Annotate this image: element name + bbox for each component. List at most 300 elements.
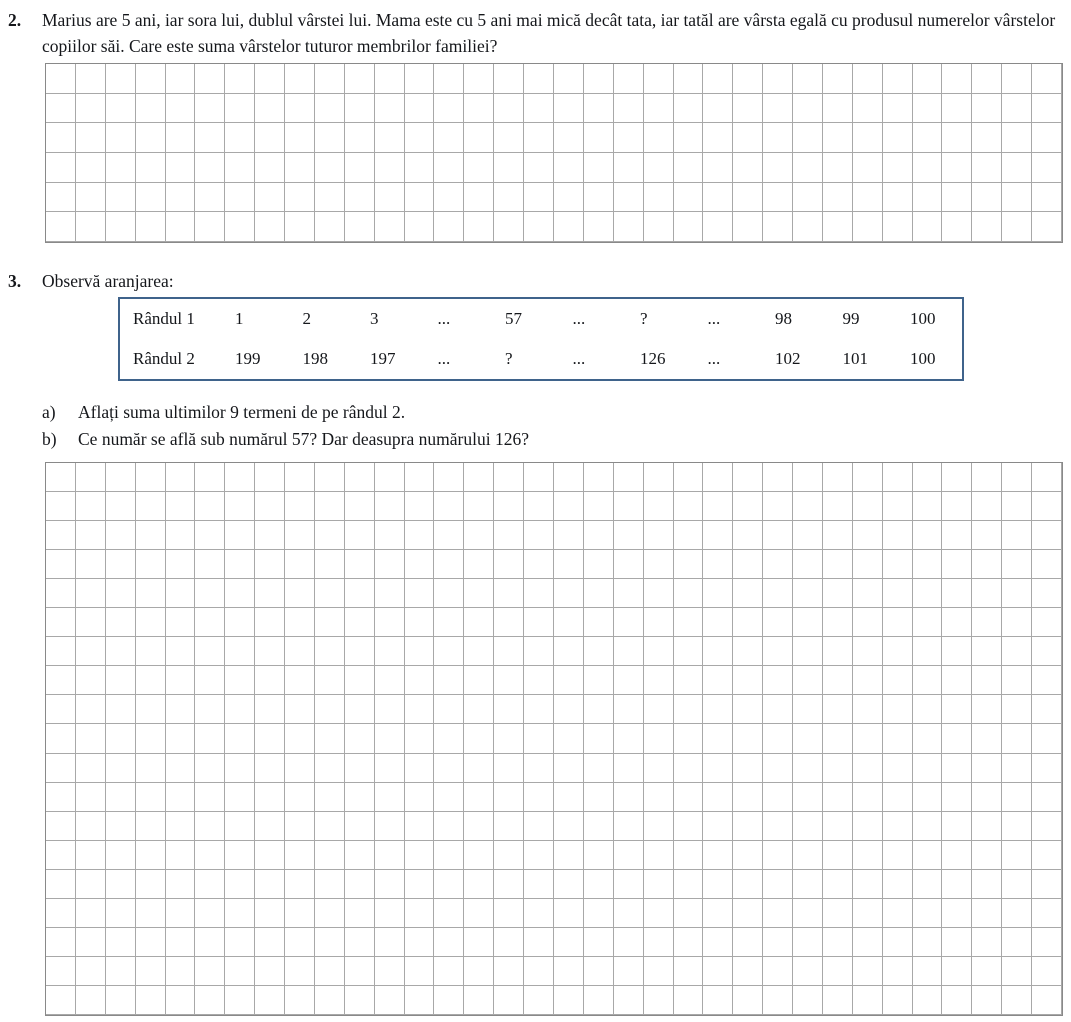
grid-cell <box>942 783 972 812</box>
sequence-value: 126 <box>640 349 666 368</box>
grid-cell <box>434 841 464 870</box>
grid-cell <box>195 754 225 783</box>
grid-cell <box>942 695 972 724</box>
grid-cell <box>375 579 405 608</box>
grid-cell <box>674 957 704 986</box>
grid-cell <box>494 986 524 1015</box>
grid-cell <box>1002 928 1032 957</box>
grid-cell <box>733 724 763 753</box>
grid-cell <box>823 986 853 1015</box>
grid-cell <box>644 94 674 124</box>
grid-cell <box>225 899 255 928</box>
grid-cell <box>644 870 674 899</box>
grid-cell <box>405 521 435 550</box>
grid-cell <box>76 637 106 666</box>
grid-cell <box>106 94 136 124</box>
grid-cell <box>494 812 524 841</box>
grid-cell <box>76 841 106 870</box>
grid-cell <box>255 492 285 521</box>
grid-cell <box>345 841 375 870</box>
grid-cell <box>405 899 435 928</box>
grid-cell <box>46 492 76 521</box>
grid-cell <box>584 695 614 724</box>
grid-cell <box>46 550 76 579</box>
grid-cell <box>733 986 763 1015</box>
grid-cell <box>703 724 733 753</box>
grid-cell <box>255 812 285 841</box>
grid-cell <box>674 812 704 841</box>
grid-cell <box>46 183 76 213</box>
grid-cell <box>1002 521 1032 550</box>
grid-cell <box>942 812 972 841</box>
grid-cell <box>853 666 883 695</box>
grid-cell <box>255 695 285 724</box>
grid-cell <box>703 957 733 986</box>
grid-cell <box>823 183 853 213</box>
grid-cell <box>644 812 674 841</box>
grid-cell <box>494 94 524 124</box>
grid-cell <box>285 754 315 783</box>
grid-cell <box>136 64 166 94</box>
grid-cell <box>674 695 704 724</box>
grid-cell <box>913 123 943 153</box>
grid-cell <box>763 754 793 783</box>
grid-cell <box>345 212 375 242</box>
grid-cell <box>763 463 793 492</box>
grid-cell <box>584 986 614 1015</box>
grid-cell <box>315 608 345 637</box>
grid-cell <box>494 899 524 928</box>
grid-cell <box>793 64 823 94</box>
grid-cell <box>793 899 823 928</box>
grid-cell <box>733 550 763 579</box>
grid-cell <box>345 783 375 812</box>
grid-cell <box>255 754 285 783</box>
grid-cell <box>584 64 614 94</box>
grid-cell <box>166 579 196 608</box>
grid-cell <box>76 695 106 724</box>
grid-cell <box>106 64 136 94</box>
grid-cell <box>972 608 1002 637</box>
grid-cell <box>1032 957 1062 986</box>
grid-cell <box>942 550 972 579</box>
grid-cell <box>584 608 614 637</box>
grid-cell <box>136 928 166 957</box>
grid-cell <box>494 64 524 94</box>
grid-cell <box>136 783 166 812</box>
grid-cell <box>972 754 1002 783</box>
grid-cell <box>375 64 405 94</box>
subitem-a <box>42 399 405 425</box>
grid-cell <box>584 957 614 986</box>
grid-cell <box>1002 183 1032 213</box>
grid-cell <box>972 521 1002 550</box>
grid-cell <box>942 463 972 492</box>
grid-cell <box>136 724 166 753</box>
grid-cell <box>883 841 913 870</box>
grid-cell <box>76 870 106 899</box>
grid-cell <box>375 724 405 753</box>
grid-cell <box>1032 870 1062 899</box>
grid-cell <box>942 637 972 666</box>
grid-cell <box>554 123 584 153</box>
grid-cell <box>733 870 763 899</box>
grid-cell <box>584 550 614 579</box>
grid-cell <box>972 986 1002 1015</box>
grid-cell <box>315 841 345 870</box>
grid-cell <box>763 492 793 521</box>
grid-cell <box>405 870 435 899</box>
grid-cell <box>405 812 435 841</box>
grid-cell <box>255 64 285 94</box>
grid-cell <box>524 153 554 183</box>
grid-cell <box>733 957 763 986</box>
grid-cell <box>464 899 494 928</box>
grid-cell <box>972 666 1002 695</box>
grid-cell <box>494 870 524 899</box>
grid-cell <box>255 608 285 637</box>
grid-cell <box>883 608 913 637</box>
grid-cell <box>703 841 733 870</box>
grid-cell <box>285 986 315 1015</box>
grid-cell <box>913 724 943 753</box>
grid-cell <box>106 492 136 521</box>
grid-cell <box>255 637 285 666</box>
grid-cell <box>405 608 435 637</box>
grid-cell <box>853 212 883 242</box>
grid-cell <box>464 153 494 183</box>
grid-cell <box>584 637 614 666</box>
grid-cell <box>136 899 166 928</box>
grid-cell <box>46 870 76 899</box>
grid-cell <box>494 153 524 183</box>
grid-cell <box>106 724 136 753</box>
grid-cell <box>195 463 225 492</box>
grid-cell <box>524 183 554 213</box>
grid-cell <box>494 521 524 550</box>
grid-cell <box>644 986 674 1015</box>
grid-cell <box>255 724 285 753</box>
grid-cell <box>464 986 494 1015</box>
grid-cell <box>733 212 763 242</box>
grid-cell <box>76 724 106 753</box>
grid-cell <box>913 212 943 242</box>
grid-cell <box>883 521 913 550</box>
grid-cell <box>733 94 763 124</box>
grid-cell <box>106 637 136 666</box>
sequence-value: ... <box>572 309 586 328</box>
grid-cell <box>1002 123 1032 153</box>
grid-cell <box>106 666 136 695</box>
grid-cell <box>823 841 853 870</box>
grid-cell <box>285 64 315 94</box>
grid-cell <box>584 928 614 957</box>
grid-cell <box>434 695 464 724</box>
grid-cell <box>913 783 943 812</box>
grid-cell <box>106 123 136 153</box>
grid-cell <box>913 899 943 928</box>
grid-cell <box>793 550 823 579</box>
grid-cell <box>823 666 853 695</box>
grid-cell <box>942 64 972 94</box>
grid-cell <box>763 870 793 899</box>
grid-cell <box>46 783 76 812</box>
grid-cell <box>614 812 644 841</box>
grid-cell <box>345 928 375 957</box>
grid-cell <box>793 870 823 899</box>
grid-cell <box>913 957 943 986</box>
grid-cell <box>106 579 136 608</box>
grid-cell <box>763 666 793 695</box>
grid-cell <box>913 812 943 841</box>
grid-cell <box>972 153 1002 183</box>
grid-cell <box>315 695 345 724</box>
grid-cell <box>853 550 883 579</box>
grid-cell <box>883 812 913 841</box>
subitem-b-marker: b) <box>42 429 57 449</box>
grid-cell <box>106 783 136 812</box>
grid-cell <box>136 579 166 608</box>
grid-cell <box>703 754 733 783</box>
grid-cell <box>554 94 584 124</box>
grid-cell <box>1002 899 1032 928</box>
grid-cell <box>1032 608 1062 637</box>
grid-cell <box>554 608 584 637</box>
grid-cell <box>913 521 943 550</box>
grid-cell <box>972 94 1002 124</box>
grid-cell <box>793 957 823 986</box>
grid-cell <box>375 986 405 1015</box>
grid-cell <box>524 783 554 812</box>
grid-cell <box>644 928 674 957</box>
grid-cell <box>614 783 644 812</box>
grid-cell <box>434 550 464 579</box>
grid-cell <box>375 899 405 928</box>
grid-cell <box>46 579 76 608</box>
grid-cell <box>405 666 435 695</box>
grid-cell <box>285 123 315 153</box>
grid-cell <box>255 94 285 124</box>
answer-grid-problem-2 <box>45 63 1063 243</box>
grid-cell <box>1032 64 1062 94</box>
grid-cell <box>733 153 763 183</box>
grid-cell <box>554 783 584 812</box>
grid-cell <box>913 608 943 637</box>
grid-cell <box>225 928 255 957</box>
grid-cell <box>883 695 913 724</box>
grid-cell <box>255 986 285 1015</box>
grid-cell <box>225 695 255 724</box>
grid-cell <box>614 550 644 579</box>
grid-cell <box>1032 123 1062 153</box>
grid-cell <box>76 550 106 579</box>
grid-cell <box>1032 986 1062 1015</box>
grid-cell <box>106 870 136 899</box>
grid-cell <box>464 841 494 870</box>
grid-cell <box>76 521 106 550</box>
grid-cell <box>76 463 106 492</box>
row-1-values <box>235 309 962 329</box>
grid-cell <box>405 550 435 579</box>
grid-cell <box>763 64 793 94</box>
grid-cell <box>225 957 255 986</box>
grid-cell <box>195 212 225 242</box>
grid-cell <box>166 870 196 899</box>
grid-cell <box>345 986 375 1015</box>
grid-cell <box>166 637 196 666</box>
grid-cell <box>494 579 524 608</box>
grid-cell <box>405 695 435 724</box>
grid-cell <box>345 183 375 213</box>
grid-cell <box>524 94 554 124</box>
grid-cell <box>345 870 375 899</box>
grid-cell <box>554 754 584 783</box>
grid-cell <box>614 94 644 124</box>
grid-cell <box>136 550 166 579</box>
grid-cell <box>614 695 644 724</box>
grid-cell <box>166 64 196 94</box>
grid-cell <box>285 666 315 695</box>
grid-cell <box>285 899 315 928</box>
grid-cell <box>703 928 733 957</box>
grid-cell <box>972 492 1002 521</box>
grid-cell <box>972 841 1002 870</box>
grid-cell <box>614 637 644 666</box>
grid-cell <box>166 463 196 492</box>
grid-cell <box>554 986 584 1015</box>
grid-cell <box>255 463 285 492</box>
grid-cell <box>524 724 554 753</box>
grid-cell <box>195 637 225 666</box>
grid-cell <box>913 550 943 579</box>
grid-cell <box>106 463 136 492</box>
sequence-value: 57 <box>505 309 522 328</box>
grid-cell <box>703 899 733 928</box>
grid-cell <box>405 957 435 986</box>
grid-cell <box>405 986 435 1015</box>
grid-cell <box>1032 492 1062 521</box>
grid-cell <box>733 183 763 213</box>
grid-cell <box>315 64 345 94</box>
grid-cell <box>434 579 464 608</box>
grid-cell <box>1002 957 1032 986</box>
grid-cell <box>644 521 674 550</box>
grid-cell <box>584 754 614 783</box>
grid-cell <box>733 521 763 550</box>
grid-cell <box>703 986 733 1015</box>
grid-cell <box>793 754 823 783</box>
grid-cell <box>554 928 584 957</box>
grid-cell <box>464 64 494 94</box>
grid-cell <box>674 899 704 928</box>
grid-cell <box>46 986 76 1015</box>
grid-cell <box>733 608 763 637</box>
grid-cell <box>554 64 584 94</box>
grid-cell <box>225 492 255 521</box>
grid-cell <box>614 666 644 695</box>
grid-cell <box>405 637 435 666</box>
grid-cell <box>76 94 106 124</box>
grid-cell <box>674 64 704 94</box>
grid-cell <box>972 579 1002 608</box>
grid-cell <box>76 957 106 986</box>
grid-cell <box>853 899 883 928</box>
sequence-value: 2 <box>302 309 311 328</box>
grid-cell <box>225 153 255 183</box>
grid-cell <box>464 550 494 579</box>
grid-cell <box>375 153 405 183</box>
grid-cell <box>584 724 614 753</box>
grid-cell <box>225 666 255 695</box>
grid-cell <box>76 666 106 695</box>
grid-cell <box>793 637 823 666</box>
grid-cell <box>614 957 644 986</box>
grid-cell <box>106 899 136 928</box>
grid-cell <box>315 492 345 521</box>
grid-cell <box>644 212 674 242</box>
grid-cell <box>464 637 494 666</box>
grid-cell <box>524 870 554 899</box>
grid-cell <box>46 608 76 637</box>
grid-cell <box>1002 666 1032 695</box>
grid-cell <box>972 870 1002 899</box>
grid-cell <box>942 986 972 1015</box>
grid-cell <box>315 928 345 957</box>
grid-cell <box>703 608 733 637</box>
sequence-value: 100 <box>910 349 936 368</box>
grid-cell <box>823 153 853 183</box>
grid-cell <box>913 463 943 492</box>
grid-cell <box>853 64 883 94</box>
grid-cell <box>942 899 972 928</box>
grid-cell <box>255 783 285 812</box>
grid-cell <box>255 957 285 986</box>
sequence-value: 198 <box>302 349 328 368</box>
grid-cell <box>285 608 315 637</box>
grid-cell <box>285 812 315 841</box>
grid-cell <box>1032 212 1062 242</box>
grid-cell <box>315 123 345 153</box>
grid-cell <box>76 986 106 1015</box>
grid-cell <box>494 550 524 579</box>
grid-cell <box>315 957 345 986</box>
grid-cell <box>195 183 225 213</box>
grid-cell <box>166 212 196 242</box>
grid-cell <box>405 579 435 608</box>
grid-cell <box>195 986 225 1015</box>
grid-cell <box>434 212 464 242</box>
grid-cell <box>434 812 464 841</box>
grid-cell <box>823 724 853 753</box>
grid-cell <box>883 94 913 124</box>
grid-cell <box>46 754 76 783</box>
subitem-b <box>42 426 529 452</box>
grid-cell <box>584 183 614 213</box>
grid-cell <box>554 695 584 724</box>
grid-cell <box>584 870 614 899</box>
grid-cell <box>763 899 793 928</box>
grid-cell <box>524 841 554 870</box>
grid-cell <box>763 637 793 666</box>
grid-cell <box>1032 550 1062 579</box>
grid-cell <box>434 957 464 986</box>
grid-cell <box>763 183 793 213</box>
grid-cell <box>703 783 733 812</box>
grid-cell <box>703 521 733 550</box>
grid-cell <box>644 463 674 492</box>
grid-cell <box>793 94 823 124</box>
grid-cell <box>584 899 614 928</box>
